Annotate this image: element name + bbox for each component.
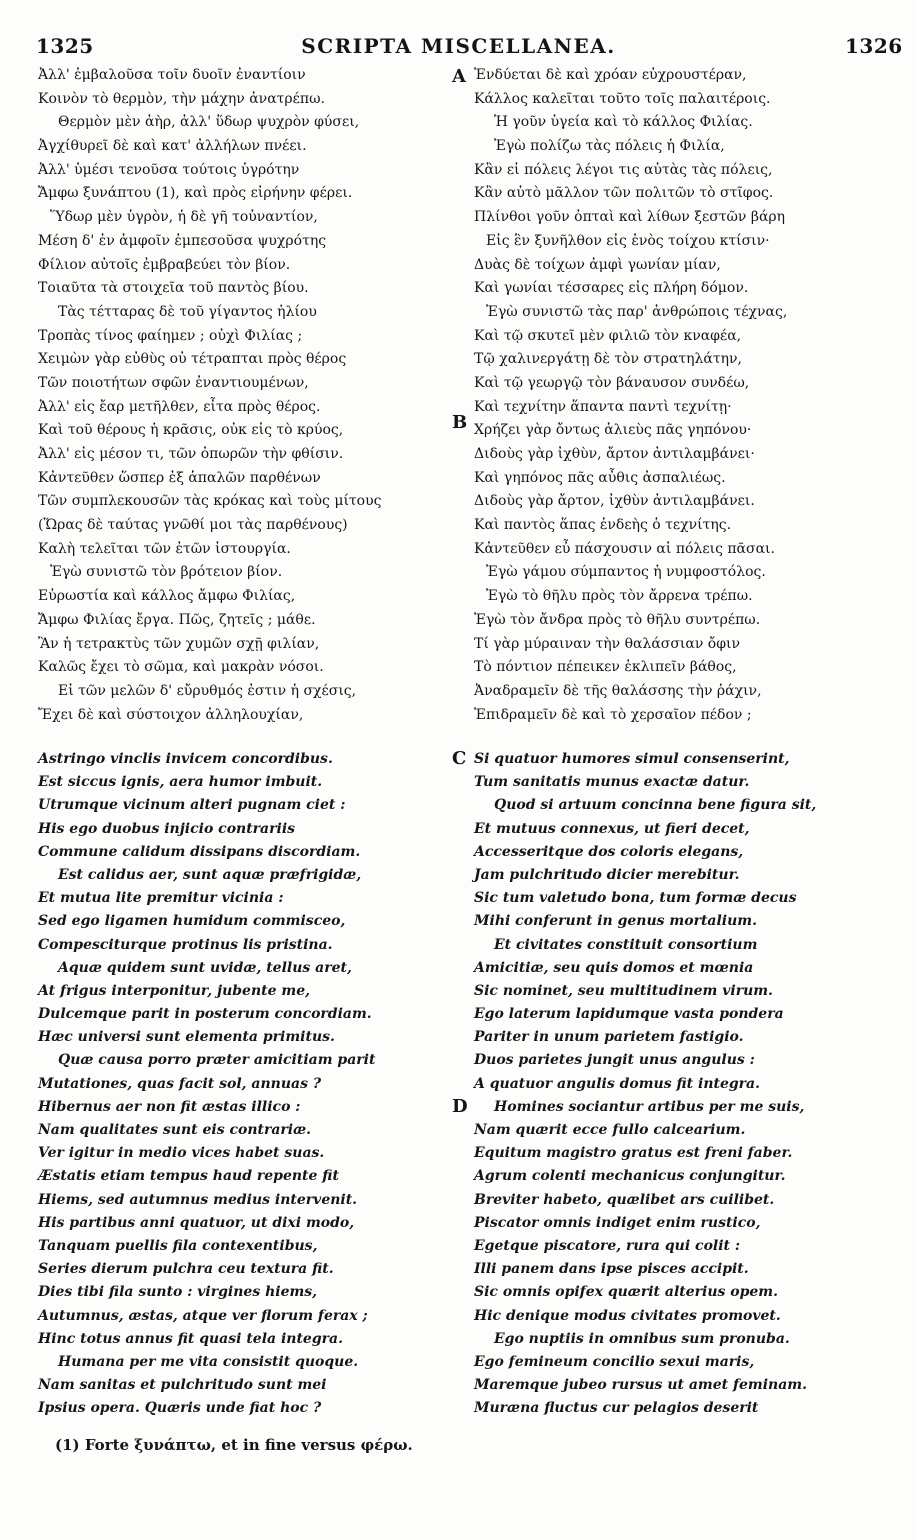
text-line: Ἀναδραμεῖν δὲ τῆς θαλάσσης τὴν ῥάχιν, <box>474 682 762 699</box>
text-line: Sic nominet, seu multitudinem virum. <box>474 982 773 999</box>
text-line: Ego nuptiis in omnibus sum pronuba. <box>494 1330 790 1347</box>
text-line: Καὶ τοῦ θέρους ἡ κρᾶσις, οὐκ εἰς τὸ κρύος, <box>38 422 344 439</box>
text-line: Ἀλλ' ὑμέσι τενοῦσα τούτοις ὑγρότην <box>38 161 300 178</box>
text-line: Κἀντεῦθεν ὥσπερ ἐξ ἁπαλῶν παρθένων <box>38 469 321 486</box>
text-line: Ἐνδύεται δὲ καὶ χρόαν εὐχρουστέραν, <box>474 67 747 83</box>
text-line: Homines sociantur artibus per me suis, <box>494 1098 805 1115</box>
text-line: Hinc totus annus fit quasi tela integra. <box>38 1330 343 1347</box>
text-line: Τί γὰρ μύραιναν τὴν θαλάσσιαν ὄφιν <box>474 635 741 652</box>
text-line: Θερμὸν μὲν ἀὴρ, ἀλλ' ὕδωρ ψυχρὸν φύσει, <box>58 114 360 131</box>
text-line: Ego laterum lapidumque vasta pondera <box>474 1006 784 1023</box>
text-line: Nam sanitas et pulchritudo sunt mei <box>38 1377 327 1394</box>
text-line: Εἰς ἓν ξυνῆλθον εἰς ἑνὸς τοίχου κτίσιν· <box>486 232 770 249</box>
text-line: Ἄμφω ξυνάπτου (1), καὶ πρὸς εἰρήνην φέρει. <box>38 185 353 202</box>
text-line: Est siccus ignis, aera humor imbuit. <box>38 774 323 791</box>
text-line: Μέση δ' ἐν ἀμφοῖν ἐμπεσοῦσα ψυχρότης <box>38 232 327 249</box>
text-line: His partibus anni quatuor, ut dixi modo, <box>38 1214 355 1231</box>
text-line: Τῷ χαλινεργάτῃ δὲ τὸν στρατηλάτην, <box>474 351 742 368</box>
text-line: Hiems, sed autumnus medius intervenit. <box>38 1191 358 1208</box>
text-line: Commune calidum dissipans discordiam. <box>38 843 361 860</box>
text-line: Illi panem dans ipse pisces accipit. <box>474 1261 749 1278</box>
text-line: Utrumque vicinum alteri pugnam ciet : <box>38 797 346 814</box>
text-line: (Ὥρας δὲ ταύτας γνῶθί μοι τὰς παρθένους) <box>38 517 348 534</box>
text-line: Breviter habeto, quælibet ars cuilibet. <box>474 1191 775 1208</box>
margin-mark-c: C <box>452 748 467 769</box>
text-line: Ἀγχίθυρεῖ δὲ καὶ κατ' ἀλλήλων πνέει. <box>38 138 307 155</box>
text-line: Δυὰς δὲ τοίχων ἀμφὶ γωνίαν μίαν, <box>474 256 721 273</box>
text-line: Quod si artuum concinna bene figura sit, <box>494 797 817 814</box>
text-line: Quæ causa porro præter amicitiam parit <box>58 1052 376 1069</box>
text-line: Tum sanitatis munus exactæ datur. <box>474 774 750 791</box>
text-line: Εἰ τῶν μελῶν δ' εὔρυθμός ἐστιν ἡ σχέσις, <box>58 682 357 699</box>
text-line: Si quatuor humores simul consenserint, <box>474 751 790 767</box>
text-line: Hibernus aer non fit æstas illico : <box>38 1098 301 1115</box>
text-line: Est calidus aer, sunt aquæ præfrigidæ, <box>58 866 362 883</box>
text-line: Ἀλλ' εἰς μέσον τι, τῶν ὀπωρῶν τὴν φθίσιν. <box>38 446 344 462</box>
text-line: Καὶ τεχνίτην ἅπαντα παντὶ τεχνίτῃ· <box>474 398 732 415</box>
latin-text-right-column <box>474 748 879 1420</box>
text-line: Sed ego ligamen humidum commisceo, <box>38 913 346 930</box>
text-line: Τῶν συμπλεκουσῶν τὰς κρόκας καὶ τοὺς μίτους <box>38 493 382 510</box>
text-line: Nam qualitates sunt eis contrariæ. <box>38 1122 312 1138</box>
text-line: Κἂν εἰ πόλεις λέγοι τις αὐτὰς τὰς πόλεις, <box>474 161 773 178</box>
running-title: SCRIPTA MISCELLANEA. <box>301 34 616 58</box>
text-line: Καὶ γηπόνος πᾶς αὖθις ἀσπαλιέως. <box>474 469 726 486</box>
text-line: Et mutuus connexus, ut fieri decet, <box>474 820 750 837</box>
text-line: Maremque jubeo rursus ut amet feminam. <box>474 1377 807 1394</box>
text-line: Humana per me vita consistit quoque. <box>58 1353 359 1370</box>
text-line: At frigus interponitur, jubente me, <box>38 982 310 999</box>
text-line: Καλὴ τελεῖται τῶν ἐτῶν ἱστουργία. <box>38 540 291 557</box>
text-line: Πλίνθοι γοῦν ὀπταὶ καὶ λίθων ξεστῶν βάρη <box>474 209 786 226</box>
text-line: Ἀλλ' εἰς ἔαρ μετῆλθεν, εἶτα πρὸς θέρος. <box>38 398 321 415</box>
text-line: Accesseritque dos coloris elegans, <box>474 843 744 860</box>
text-line: Χρήζει γὰρ ὄντως ἁλιεὺς πᾶς γηπόνου· <box>474 422 752 439</box>
text-line: Dies tibi fila sunto : virgines hiems, <box>38 1284 318 1301</box>
text-line: Hæc universi sunt elementa primitus. <box>38 1029 335 1046</box>
text-line: Jam pulchritudo dicier merebitur. <box>474 866 740 883</box>
text-line: Sic tum valetudo bona, tum formæ decus <box>474 890 797 907</box>
text-line: Διδοὺς γὰρ ἰχθὺν, ἄρτον ἀντιλαμβάνει· <box>474 446 755 462</box>
text-line: Καὶ τῷ γεωργῷ τὸν βάναυσον συνδέω, <box>474 374 750 391</box>
text-line: Amicitiæ, seu quis domos et mœnia <box>474 959 754 976</box>
text-line: Ἐγὼ γάμου σύμπαντος ἡ νυμφοστόλος. <box>486 564 766 581</box>
text-line: Mutationes, quas facit sol, annuas ? <box>38 1075 322 1092</box>
text-line: Ἐπιδραμεῖν δὲ καὶ τὸ χερσαῖον πέδον ; <box>474 706 752 723</box>
text-line: Compesciturque protinus lis pristina. <box>38 936 333 953</box>
text-line: Τὸ πόντιον πέπεικεν ἐκλιπεῖν βάθος, <box>474 659 737 676</box>
text-line: Mihi conferunt in genus mortalium. <box>474 913 757 930</box>
text-line: Piscator omnis indiget enim rustico, <box>474 1214 761 1231</box>
text-line: Διδοὺς γὰρ ἄρτον, ἰχθὺν ἀντιλαμβάνει. <box>474 493 755 510</box>
text-line: Sic omnis opifex quærit alterius opem. <box>474 1284 778 1301</box>
text-line: Equitum magistro gratus est freni faber. <box>474 1145 793 1162</box>
text-line: Æstatis etiam tempus haud repente fit <box>38 1168 339 1185</box>
page-number-left: 1325 <box>36 34 94 58</box>
text-line: Ὕδωρ μὲν ὑγρὸν, ἡ δὲ γῆ τοὐναντίον, <box>50 209 318 226</box>
text-line: Ἂν ἡ τετρακτὺς τῶν χυμῶν σχῇ φιλίαν, <box>38 635 320 652</box>
text-line: Ἐγὼ τὸν ἄνδρα πρὸς τὸ θῆλυ συντρέπω. <box>474 611 761 628</box>
greek-text-left-column <box>38 64 443 727</box>
text-line: Ἀλλ' ἐμβαλοῦσα τοῖν δυοῖν ἐναντίοιν <box>38 67 306 83</box>
text-line: Ἐγὼ συνιστῶ τὸν βρότειον βίον. <box>50 564 283 581</box>
text-line: Τροπὰς τίνος φαίημεν ; οὐχὶ Φιλίας ; <box>38 327 303 344</box>
text-line: Aquæ quidem sunt uvidæ, tellus aret, <box>58 959 352 976</box>
text-line: Καλῶς ἔχει τὸ σῶμα, καὶ μακρὰν νόσοι. <box>38 659 324 676</box>
text-line: Egetque piscatore, rura qui colit : <box>474 1237 741 1254</box>
text-line: Ego femineum concilio sexui maris, <box>474 1353 755 1370</box>
text-line: Καὶ παντὸς ἅπας ἐνδεὴς ὁ τεχνίτης. <box>474 517 732 534</box>
text-line: His ego duobus injicio contrariis <box>38 820 296 837</box>
text-line: Et civitates constituit consortium <box>494 936 758 953</box>
text-line: Τὰς τέτταρας δὲ τοῦ γίγαντος ἡλίου <box>58 303 317 320</box>
text-line: Κάλλος καλεῖται τοῦτο τοῖς παλαιτέροις. <box>474 90 771 107</box>
margin-mark-b: B <box>452 412 468 433</box>
text-line: Κἂν αὐτὸ μᾶλλον τῶν πολιτῶν τὸ στῖφος. <box>474 185 774 202</box>
text-line: Καὶ γωνίαι τέσσαρες εἰς πλήρη δόμον. <box>474 280 749 297</box>
text-line: A quatuor angulis domus fit integra. <box>474 1075 760 1092</box>
text-line: Φίλιον αὐτοῖς ἐμβραβεύει τὸν βίον. <box>38 256 291 273</box>
text-line: Τοιαῦτα τὰ στοιχεῖα τοῦ παντὸς βίου. <box>38 280 309 297</box>
text-line: Ἄμφω Φιλίας ἔργα. Πῶς, ζητεῖς ; μάθε. <box>38 611 316 628</box>
greek-text-right-column <box>474 64 879 727</box>
text-line: Agrum colenti mechanicus conjungitur. <box>474 1168 786 1185</box>
text-line: Εὐρωστία καὶ κάλλος ἄμφω Φιλίας, <box>38 588 296 605</box>
text-line: Nam quærit ecce fullo calcearium. <box>474 1122 746 1138</box>
latin-text-left-column <box>38 748 443 1420</box>
text-line: Ipsius opera. Quæris unde fiat hoc ? <box>38 1400 322 1417</box>
text-line: Ἐγὼ τὸ θῆλυ πρὸς τὸν ἄρρενα τρέπω. <box>486 588 753 605</box>
text-line: Hic denique modus civitates promovet. <box>474 1307 781 1324</box>
text-line: Ἡ γοῦν ὑγεία καὶ τὸ κάλλος Φιλίας. <box>494 114 753 131</box>
margin-mark-d: D <box>452 1096 468 1117</box>
text-line: Dulcemque parit in posterum concordiam. <box>38 1006 372 1023</box>
text-line: Ver igitur in medio vices habet suas. <box>38 1145 325 1162</box>
margin-mark-a: A <box>452 66 466 87</box>
text-line: Τῶν ποιοτήτων σφῶν ἐναντιουμένων, <box>38 374 309 391</box>
text-line: Pariter in unum parietem fastigio. <box>474 1029 744 1046</box>
text-line: Ἔχει δὲ καὶ σύστοιχον ἀλληλουχίαν, <box>38 706 304 723</box>
text-line: Ἐγὼ συνιστῶ τὰς παρ' ἀνθρώποις τέχνας, <box>486 303 788 320</box>
text-line: Et mutua lite premitur vicinia : <box>38 890 284 907</box>
page-number-right: 1326 <box>845 34 903 58</box>
text-line: Autumnus, æstas, atque ver florum ferax ; <box>38 1307 368 1324</box>
text-line: Series dierum pulchra ceu textura fit. <box>38 1261 334 1278</box>
text-line: Χειμὼν γὰρ εὐθὺς οὐ τέτραπται πρὸς θέρος <box>38 351 347 368</box>
text-line: Κἀντεῦθεν εὖ πάσχουσιν αἱ πόλεις πᾶσαι. <box>474 540 775 557</box>
footnote: (1) Forte ξυνάπτω, et in fine versus φέρω. <box>55 1436 413 1454</box>
text-line: Duos parietes jungit unus angulus : <box>474 1052 755 1069</box>
text-line: Astringo vinclis invicem concordibus. <box>38 751 333 767</box>
text-line: Κοινὸν τὸ θερμὸν, τὴν μάχην ἀνατρέπω. <box>38 90 325 107</box>
text-line: Καὶ τῷ σκυτεῖ μὲν φιλιῶ τὸν κναφέα, <box>474 327 742 344</box>
text-line: Tanquam puellis fila contexentibus, <box>38 1237 318 1254</box>
text-line: Muræna fluctus cur pelagios deserit <box>474 1400 759 1417</box>
text-line: Ἐγὼ πολίζω τὰς πόλεις ἡ Φιλία, <box>494 138 725 155</box>
